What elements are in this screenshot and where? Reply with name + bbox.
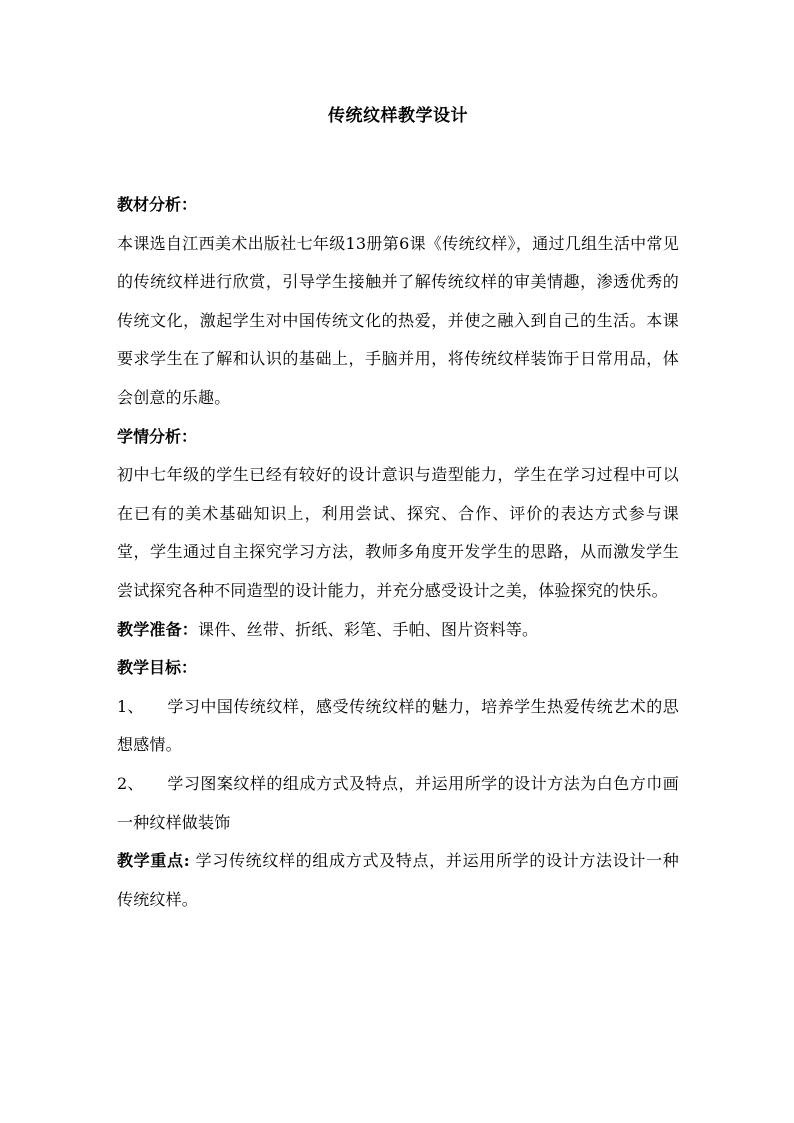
document-title: 传统纹样教学设计 xyxy=(328,106,468,126)
goal-number: 1、 xyxy=(117,696,144,716)
teaching-preparation-label: 教学准备： xyxy=(117,619,199,639)
teaching-preparation xyxy=(117,611,679,650)
section-heading-textbook-analysis: 教材分析： xyxy=(117,195,198,214)
paragraph-student-analysis: 初中七年级的学生已经有较好的设计意识与造型能力，学生在学习过程中可以在已有的美术基础知识上，利用尝试、探究、合作、评价的表达方式参与课堂，学生通过自主探究学习方法，教师多角度开发学生的思路，从而激发学生尝试探究各种不同造型的设计能力，并充分感受设计之美，体验探究的快乐。 xyxy=(117,465,679,600)
teaching-preparation-text: 课件、丝带、折纸、彩笔、手帕、图片资料等。 xyxy=(198,619,539,639)
paragraph-textbook-analysis: 本课选自江西美术出版社七年级13册第6课《传统纹样》，通过几组生活中常见的传统纹样进行欣赏，引导学生接触并了解传统纹样的审美情趣，渗透优秀的传统文化，激起学生对中国传统文化的热爱，并使之融入到自己的生活。本课要求学生在了解和认识的基础上，手脑并用，将传统纹样装饰于日常用品，体会创意的乐趣。 xyxy=(117,233,679,407)
goal-item-2 xyxy=(117,765,679,842)
teaching-focus-label: 教学重点: xyxy=(117,851,190,871)
document-body xyxy=(117,186,679,919)
goal-text: 学习中国传统纹样，感受传统纹样的魅力，培养学生热爱传统艺术的思想感情。 xyxy=(117,696,679,755)
section-heading-student-analysis: 学情分析： xyxy=(117,426,198,446)
goal-number: 2、 xyxy=(117,773,144,793)
teaching-focus-text: 学习传统纹样的组成方式及特点，并运用所学的设计方法设计一种传统纹样。 xyxy=(117,851,679,909)
goal-item-1 xyxy=(117,688,679,765)
goal-text: 学习图案纹样的组成方式及特点，并运用所学的设计方法为白色方巾画一种纹样做装饰 xyxy=(117,773,679,832)
section-heading-teaching-goals: 教学目标： xyxy=(117,658,198,678)
teaching-focus xyxy=(117,842,679,919)
